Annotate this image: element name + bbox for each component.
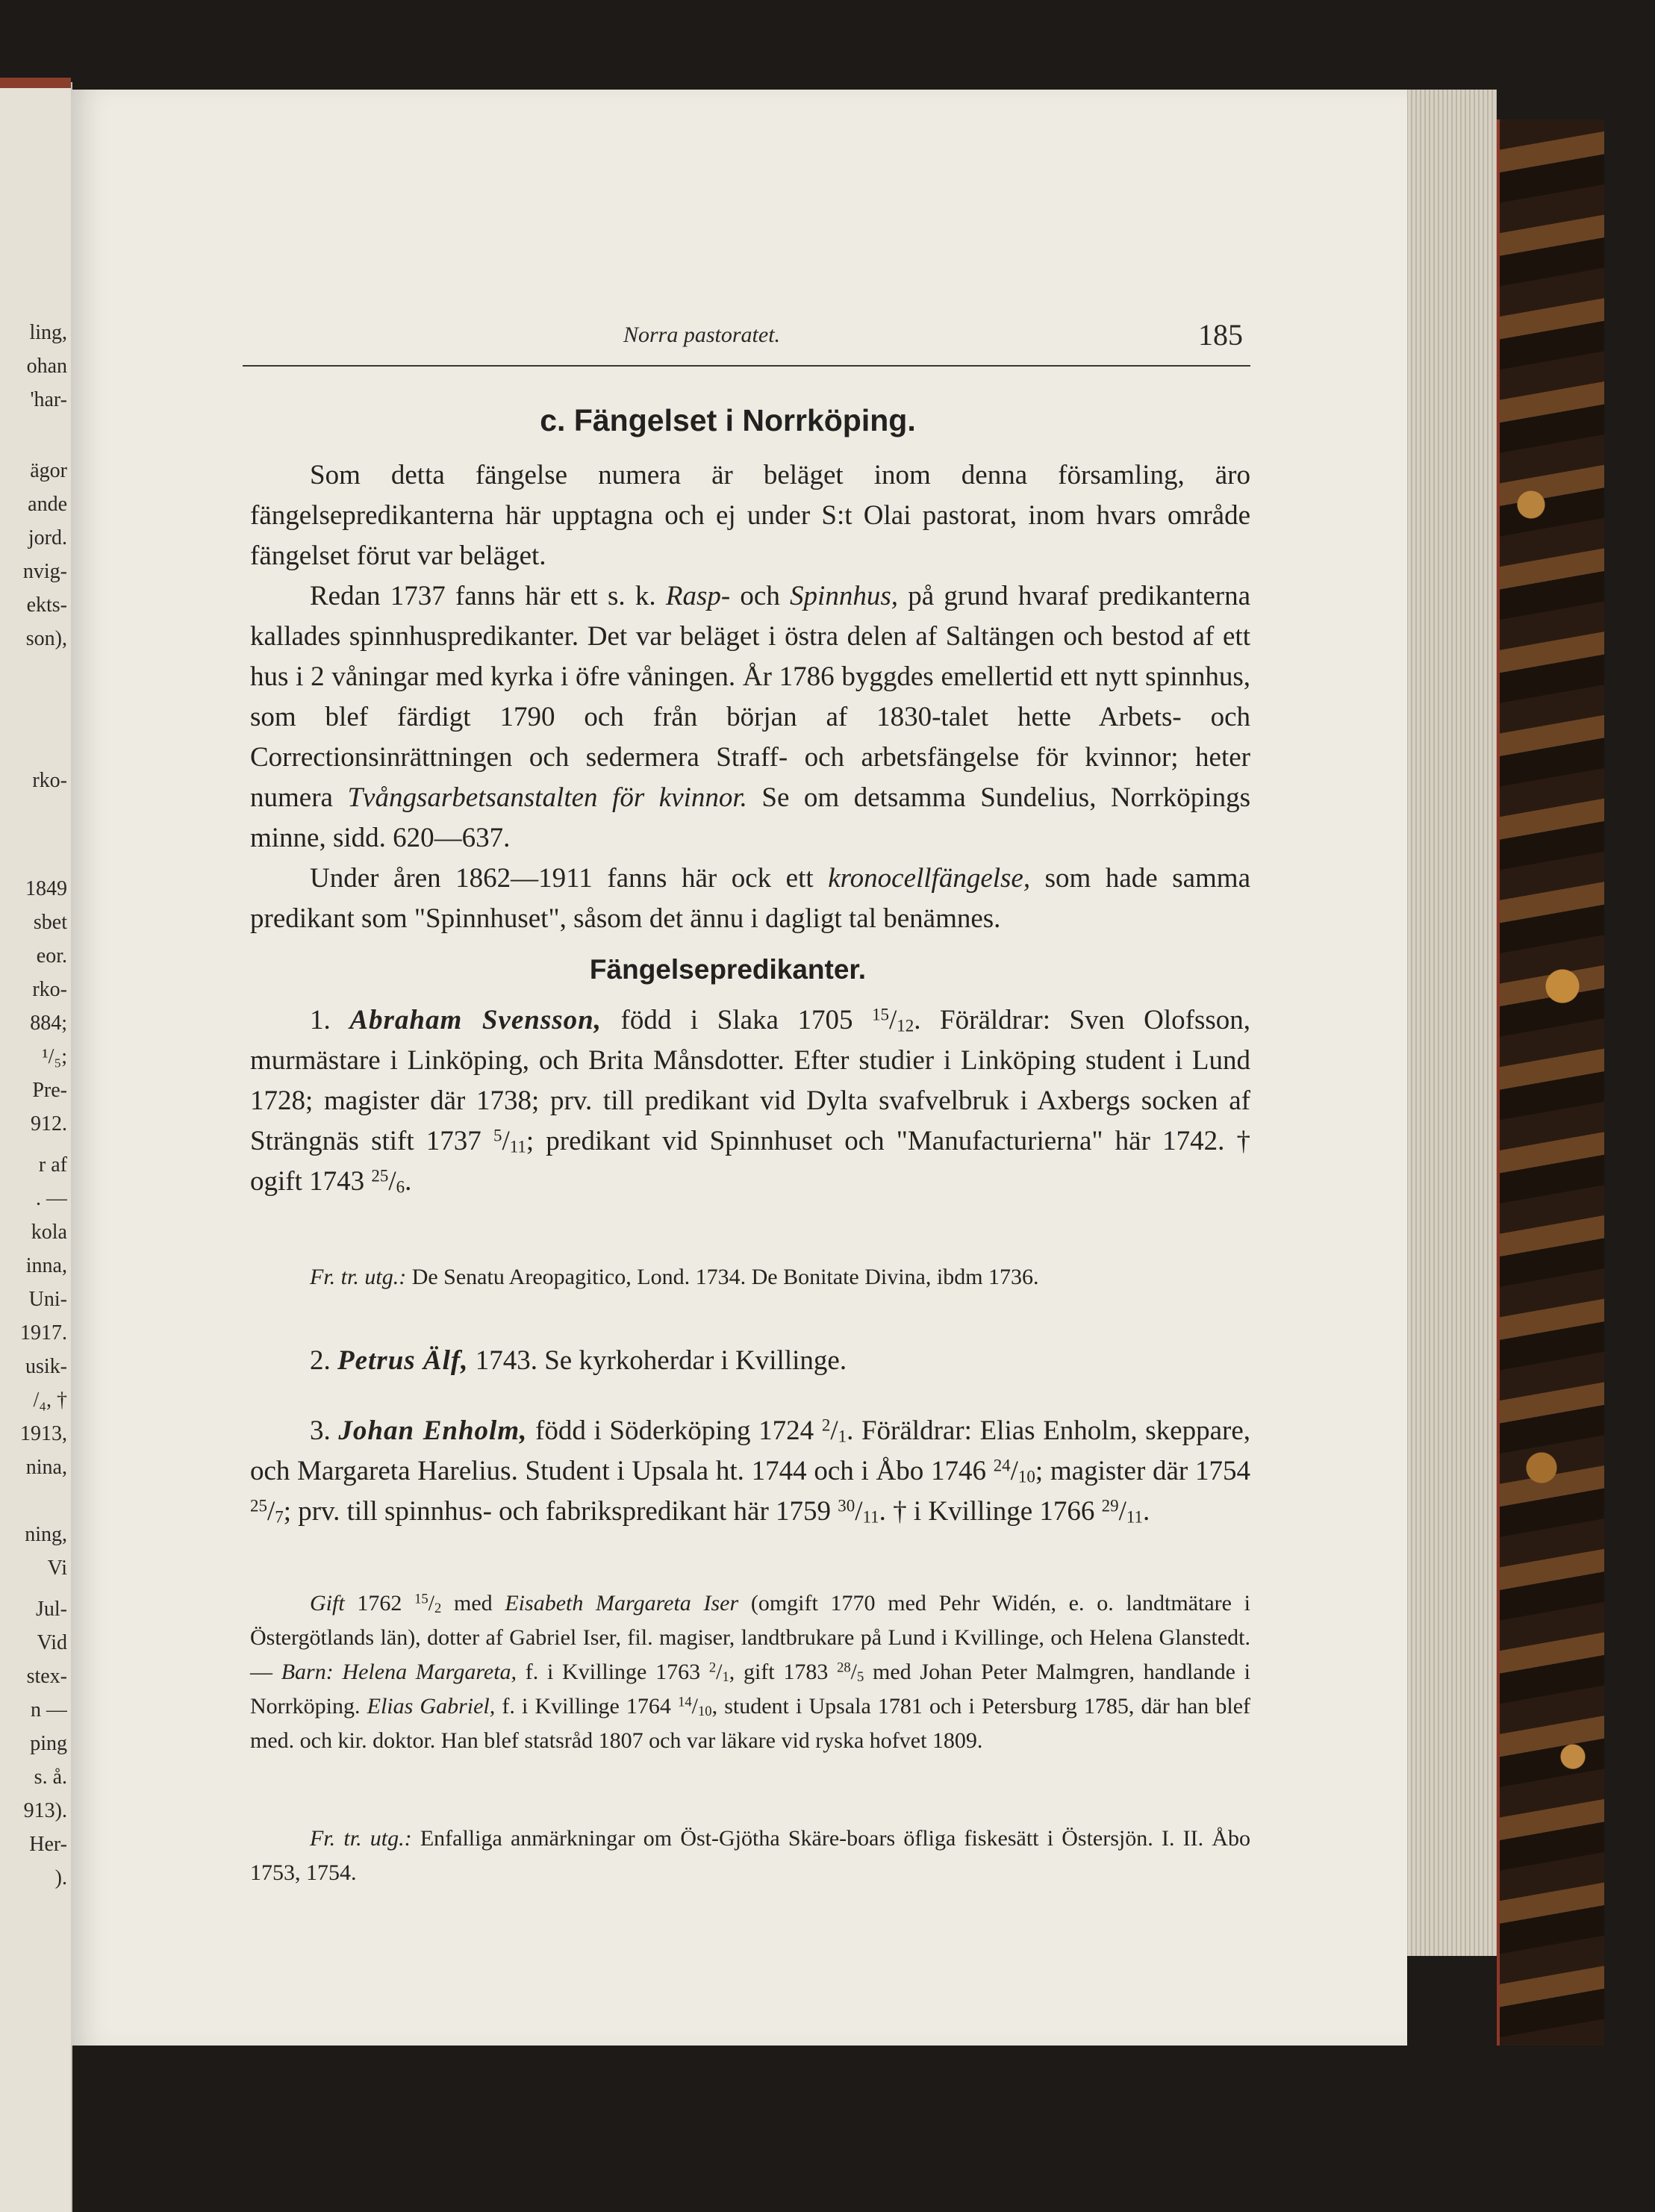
left-page-fragment: stex- (26, 1665, 67, 1688)
left-page-fragment: ¹/₅; (42, 1045, 67, 1068)
entry-1-text: 1. Abraham Svensson, född i Slaka 1705 $^{15}/_{12}$. Föräldrar: Sven Olofsson, murmästare i Linköping, och Brita Månsdotter. Efter studier i Linköping student i Lund 1728; magister där 1738; prv. till predikant vid Dylta svafvelbruk i Axbergs socken af Strängnäs stift 1737 $^5/_{11}$; predikant vid Spinnhuset och "Manufacturierna" här 1742. † ogift 1743 $^{25}/_6$. (250, 1005, 1250, 1197)
left-page-fragment: /₄, † (33, 1389, 67, 1412)
left-page-fragment: 1917. (20, 1321, 67, 1345)
left-page-fragment: ande (28, 493, 67, 516)
left-page-fragment: 1913, (20, 1422, 67, 1445)
left-page-fragment: 'har- (30, 388, 67, 411)
left-page-fragment: 1849 (25, 877, 67, 900)
left-page-fragment: son), (25, 627, 67, 650)
entry-3-family: Gift 1762 $^{15}/_2$ med Eisabeth Margareta Iser (omgift 1770 med Pehr Widén, e. o. landtmätare i Östergötlands län), dotter af Gabriel Iser, fil. magiser, landtbrukare på Lund i Kvillinge, och Helena Glanstedt. — Barn: Helena Margareta, f. i Kvillinge 1763 $^2/_1$, gift 1783 $^{28}/_5$ med Johan Peter Malmgren, handlande i Norrköping. Elias Gabriel, f. i Kvillinge 1764 $^{14}/_{10}$, student i Upsala 1781 och i Petersburg 1785, där han blef med. och kir. doktor. Han blef statsråd 1807 och var läkare vid ryska hofvet 1809. (250, 1591, 1251, 1753)
entry-1-name: Abraham Svensson, (349, 1005, 602, 1035)
left-page-fragment: kola (31, 1221, 67, 1244)
section-body (250, 455, 1250, 939)
book-page (71, 90, 1407, 2046)
left-page-fragment: usik- (25, 1355, 67, 1378)
running-head: Norra pastoratet. (623, 323, 781, 347)
entry-3 (250, 1411, 1250, 1532)
left-page-fragment: n — (31, 1698, 67, 1722)
left-page-fragment: Uni- (28, 1288, 67, 1311)
entry-1 (250, 1000, 1250, 1202)
paragraph-2: Redan 1737 fanns här ett s. k. Rasp- och Spinnhus, på grund hvaraf predikanterna kallades spinnhuspredikanter. Det var beläget i östra delen af Saltängen och bestod af ett hus i 2 våningar med kyrka i öfre våningen. År 1786 byggdes emellertid ett nytt spinnhus, som blef färdigt 1790 och från början af 1830-talet hette Arbets- och Correctionsinrättningen och sedermera Straff- och arbetsfängelse för kvinnor; heter numera Tvångsarbetsanstalten för kvinnor. Se om detsamma Sundelius, Norrköpings minne, sidd. 620—637. (250, 581, 1250, 853)
left-page-fragment: Jul- (36, 1598, 67, 1621)
paragraph-1: Som detta fängelse numera är beläget inom denna församling, äro fängelsepredikanterna här upptagna och ej under S:t Olai pastorat, inom hvars område fängelset förut var beläget. (250, 460, 1250, 571)
left-page-fragment: Her- (29, 1833, 67, 1856)
left-page-fragment: ). (54, 1866, 67, 1889)
left-page-fragment: inna, (25, 1254, 67, 1277)
marbled-cover (1497, 119, 1604, 2046)
left-page-fragment: rko- (32, 978, 67, 1001)
header-rule (243, 365, 1250, 367)
section-title: c. Fängelset i Norrköping. (540, 403, 916, 437)
left-page-fragment: rko- (32, 769, 67, 792)
left-page-fragment: ohan (26, 355, 67, 378)
left-page-fragment: Vi (47, 1557, 67, 1580)
left-page-fragment: sbet (33, 911, 67, 934)
page-edges (1403, 90, 1497, 1956)
left-page-fragment: ekts- (26, 593, 67, 617)
entry-2-name: Petrus Älf, (337, 1345, 469, 1376)
entry-3-text: 3. Johan Enholm, född i Söderköping 1724 $^2/_1$. Föräldrar: Elias Enholm, skeppare, och Margareta Harelius. Student i Upsala ht. 1744 och i Åbo 1746 $^{24}/_{10}$; magister där 1754 $^{25}/_7$; prv. till spinnhus- och fabrikspredikant här 1759 $^{30}/_{11}$. † i Kvillinge 1766 $^{29}/_{11}$. (250, 1415, 1251, 1527)
preachers-heading: Fängelsepredikanter. (589, 954, 867, 985)
paragraph-3: Under åren 1862—1911 fanns här ock ett kronocellfängelse, som hade samma predikant som "Spinnhuset", såsom det ännu i dagligt tal benämnes. (250, 863, 1250, 934)
entry-3-works: Fr. tr. utg.: Enfalliga anmärkningar om Öst-Gjötha Skäre-boars öfliga fiskesätt i Östersjön. I. II. Åbo 1753, 1754. (250, 1826, 1251, 1885)
left-page-fragment: ägor (30, 459, 67, 482)
left-page-fragment: s. å. (34, 1766, 67, 1789)
entry-2: 2. Petrus Älf, 1743. Se kyrkoherdar i Kvillinge. (310, 1345, 847, 1376)
left-page-fragment: eor. (36, 944, 67, 968)
left-page-fragment: 884; (30, 1012, 67, 1035)
left-page-fragment: ling, (29, 321, 67, 344)
entry-1-works: Fr. tr. utg.: De Senatu Areopagitico, Lond. 1734. De Bonitate Divina, ibdm 1736. (310, 1265, 1039, 1289)
left-page-fragment: ning, (25, 1523, 67, 1546)
entry-3-name: Johan Enholm, (338, 1415, 528, 1446)
left-page-fragment: jord. (28, 526, 67, 549)
left-page-fragment: 912. (31, 1112, 67, 1135)
left-page-fragment: ping (30, 1732, 67, 1755)
left-page-fragment: 913). (23, 1799, 67, 1822)
page-number: 185 (1198, 318, 1243, 352)
left-page-fragment: nvig- (22, 560, 67, 583)
left-page-fragment: . — (36, 1187, 67, 1210)
left-page-fragment: Pre- (32, 1079, 67, 1102)
left-page-fragment: r af (38, 1153, 67, 1177)
left-page-red-edge (0, 78, 71, 88)
left-page-fragment: nina, (25, 1456, 67, 1479)
left-page-fragment: Vid (37, 1631, 67, 1654)
